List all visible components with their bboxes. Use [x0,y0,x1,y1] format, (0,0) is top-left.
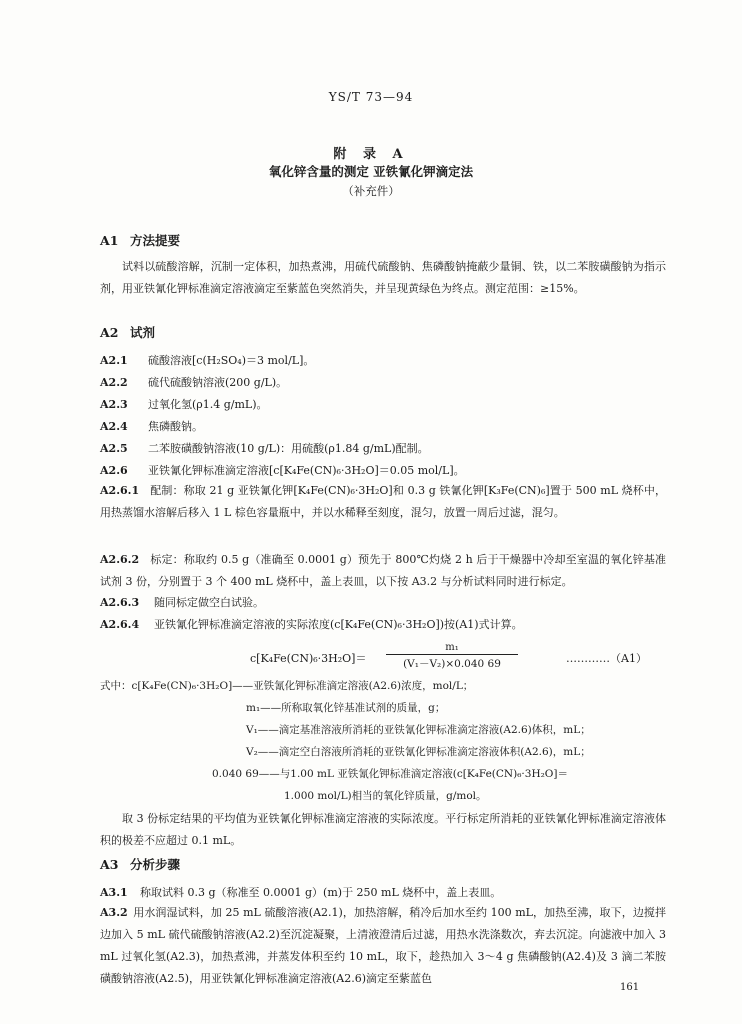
appendix-note: （补充件） [342,184,400,198]
section-title: 试剂 [130,325,156,340]
clause-a2-6-1: A2.6.1 配制：称取 21 g 亚铁氰化钾[K₄Fe(CN)₆·3H₂O]和 0.3 g 铁氰化钾[K₃Fe(CN)₆]置于 500 mL 烧杯中，用热蒸馏水溶解后移入 1 L 棕色容量瓶中，并以水稀释至刻度，混匀，放置一周后过滤，混匀。 [100,484,666,519]
step-a3-1: A3.1 称取试料 0.3 g（称准至 0.0001 g）(m)于 250 mL 烧杯中，盖上表皿。 [100,886,502,899]
appendix-title: 附 录 A [333,147,409,162]
reagent-item: A2.4 焦磷酸钠。 [100,420,203,433]
clause-number: A2.6.1 [100,484,140,497]
definition-row: V₂——滴定空白溶液所消耗的亚铁氰化钾标准滴定溶液体积(A2.6)，mL； [246,746,591,758]
average-note-paragraph: 取 3 份标定结果的平均值为亚铁氰化钾标准滴定溶液的实际浓度。平行标定所消耗的亚铁氰化钾标准滴定溶液体积的极差不应超过 0.1 mL。 [100,812,666,847]
formula-lhs: c[K₄Fe(CN)₆·3H₂O]＝ [250,652,367,665]
appendix-subtitle: 氧化锌含量的测定 亚铁氰化钾滴定法 [268,164,474,179]
section-number: A1 [100,233,119,248]
clause-number: A2.6.2 [100,553,140,566]
section-title: 方法提要 [130,233,181,248]
section-number: A3 [100,857,119,872]
formula-numerator: m₁ [445,642,459,653]
definition-row: 0.040 69——与1.00 mL 亚铁氰化钾标准滴定溶液(c[K₄Fe(CN)₆·3H₂O]＝ [212,768,569,780]
formula-equation-number: …………（A1） [566,652,647,665]
section-number: A2 [100,325,119,340]
definition-row: V₁——滴定基准溶液所消耗的亚铁氰化钾标准滴定溶液(A2.6)体积，mL； [246,724,591,736]
reagent-item: A2.3 过氧化氢(ρ1.4 g/mL)。 [100,398,268,411]
section-a1-heading [100,231,180,249]
step-a3-2: A3.2 用水润湿试料，加 25 mL 硫酸溶液(A2.1)，加热溶解，稍冷后加水至约 100 mL，加热至沸，取下，边搅拌边加入 5 mL 硫代硫酸钠溶液(A2.2)至沉淀凝聚，上清液澄清后过滤，用热水洗涤数次，弃去沉淀。向滤液中加入 3 mL 过氧化氢(A2.3)，加热煮沸，并蒸发体积至约 10 mL，取下，趁热加入 3～4 g 焦磷酸钠(A2.4)及 3 滴二苯胺磺酸钠溶液(A2.5)，用亚铁氰化钾标准滴定溶液(A2.6)滴定至紫蓝色 [100,906,666,985]
clause-a2-6-3: A2.6.3 随同标定做空白试验。 [100,596,264,609]
standard-code-header: YS/T 73—94 [328,90,414,104]
definition-row: 式中：c[K₄Fe(CN)₆·3H₂O]——亚铁氰化钾标准滴定溶液(A2.6)浓度，mol/L； [100,680,474,692]
section-a2-heading [100,323,155,341]
clause-number: A3.2 [100,906,128,919]
formula-a1 [0,642,742,670]
reagent-item: A2.2 硫代硫酸钠溶液(200 g/L)。 [100,376,288,389]
section-title: 分析步骤 [130,857,181,872]
reagent-item: A2.5 二苯胺磺酸钠溶液(10 g/L)：用硫酸(ρ1.84 g/mL)配制。 [100,442,429,455]
method-summary-paragraph: 试料以硫酸溶解，沉制一定体积，加热煮沸，用硫代硫酸钠、焦磷酸钠掩蔽少量铜、铁，以二苯胺磺酸钠为指示剂，用亚铁氰化钾标准滴定溶液滴定至紫蓝色突然消失，并呈现黄绿色为终点。测定范围：≥15%。 [100,260,666,295]
clause-a2-6-2: A2.6.2 标定：称取约 0.5 g（准确至 0.0001 g）预先于 800℃灼烧 2 h 后于干燥器中冷却至室温的氧化锌基准试剂 3 份，分别置于 3 个 400 mL 烧杯中，盖上表皿，以下按 A3.2 与分析试料同时进行标定。 [100,553,666,588]
reagent-item: A2.1 硫酸溶液[c(H₂SO₄)＝3 mol/L]。 [100,354,315,367]
clause-a2-6-4: A2.6.4 亚铁氰化钾标准滴定溶液的实际浓度(c[K₄Fe(CN)₆·3H₂O])按(A1)式计算。 [100,618,523,631]
definition-row: 1.000 mol/L)相当的氧化锌质量，g/mol。 [284,790,487,802]
formula-fraction [386,642,518,671]
page-number: 161 [620,982,640,993]
section-a3-heading [100,855,180,873]
formula-denominator: (V₁－V₂)×0.040 69 [403,658,501,670]
reagent-item: A2.6 亚铁氰化钾标准滴定溶液[c[K₄Fe(CN)₆·3H₂O]＝0.05 mol/L]。 [100,464,465,477]
definition-row: m₁——所称取氧化锌基准试剂的质量，g； [246,702,446,714]
